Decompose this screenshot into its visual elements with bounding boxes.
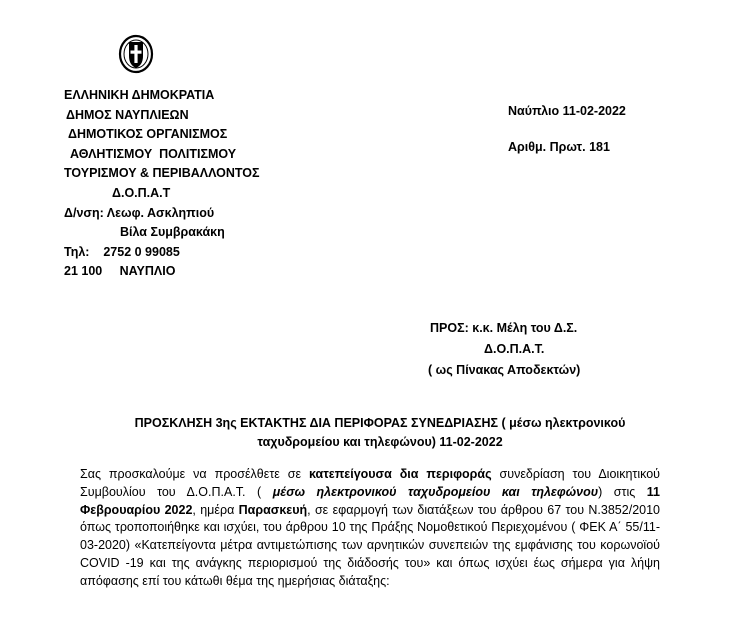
body-text: Σας προσκαλούμε να προσέλθετε σε bbox=[80, 467, 309, 481]
body-text: συνεδρίαση του Διοικητικού Συμβουλίου του Δ.Ο.Π.Α.Τ. ( bbox=[80, 467, 660, 499]
sender-postal: 21 100 ΝΑΥΠΛΙΟ bbox=[64, 264, 176, 279]
sender-line: ΑΘΛΗΤΙΣΜΟΥ ΠΟΛΙΤΙΣΜΟΥ bbox=[70, 146, 237, 161]
sender-line: ΕΛΛΗΝΙΚΗ ΔΗΜΟΚΡΑΤΙΑ bbox=[64, 88, 215, 102]
document-title bbox=[80, 414, 680, 452]
recipient-line: ΠΡΟΣ: κ.κ. Μέλη του Δ.Σ. bbox=[430, 321, 578, 335]
place-date: Ναύπλιο 11-02-2022 bbox=[508, 104, 626, 118]
sender-phone: Τηλ: 2752 0 99085 bbox=[64, 244, 180, 259]
meeting-date: 11 Φεβρουαρίου 2022 bbox=[80, 484, 661, 517]
title-line: ταχυδρομείου και τηλεφώνου) 11-02-2022 bbox=[257, 435, 503, 449]
recipient-line: ( ως Πίνακας Αποδεκτών) bbox=[428, 363, 581, 377]
body-text: ) στις bbox=[598, 484, 647, 499]
sender-block bbox=[64, 86, 259, 282]
greek-coat-of-arms-icon bbox=[116, 34, 156, 74]
sender-address-line2: Βίλα Συμβρακάκη bbox=[120, 225, 225, 240]
recipient-line: Δ.Ο.Π.Α.Τ. bbox=[484, 342, 545, 356]
body-text: , ημέρα bbox=[192, 502, 239, 517]
protocol-number: Αριθμ. Πρωτ. 181 bbox=[508, 140, 610, 154]
sender-address: Δ/νση: Λεωφ. Ασκληπιού bbox=[64, 205, 215, 220]
meeting-day: Παρασκευή bbox=[238, 502, 308, 517]
document-meta bbox=[508, 104, 626, 154]
sender-line: ΤΟΥΡΙΣΜΟΥ & ΠΕΡΙΒΑΛΛΟΝΤΟΣ bbox=[64, 166, 260, 181]
title-line: ΠΡΟΣΚΛΗΣΗ 3ης ΕΚΤΑΚΤΗΣ ΔΙΑ ΠΕΡΙΦΟΡΑΣ ΣΥΝΕΔΡΙΑΣΗΣ ( μέσω ηλεκτρονικού bbox=[134, 416, 626, 430]
body-paragraph bbox=[80, 466, 660, 591]
body-bold-text: κατεπείγουσα δια περιφοράς bbox=[308, 467, 492, 481]
sender-line: ΔΗΜΟΣ ΝΑΥΠΛΙΕΩΝ bbox=[66, 107, 189, 122]
body-bold-italic-text: μέσω ηλεκτρονικού ταχυδρομείου και τηλεφώνου bbox=[272, 484, 599, 499]
body-text: , σε εφαρμογή των διατάξεων του άρθρου 67 του Ν.3852/2010 όπως τροποποιήθηκε και ισχύει, του άρθρου 10 της Πράξης Νομοθετικού Περιεχομένου ( ΦΕΚ Α΄ 55/11-03-2020) «Κατεπείγοντα μέτρα αντιμετώπισης των αρνητικών συνεπειών της εμφάνισης του κορωνοϊού COVID -19 και της ανάγκης περιορισμού της διάδοσής του» και όπως ισχύει έως σήμερα για λήψη απόφασης επί του κάτωθι θέμα της ημερήσιας διάταξης: bbox=[80, 502, 660, 588]
recipient-block bbox=[430, 318, 580, 381]
sender-line: ΔΗΜΟΤΙΚΟΣ ΟΡΓΑΝΙΣΜΟΣ bbox=[68, 127, 228, 142]
organization-acronym: Δ.Ο.Π.Α.Τ bbox=[112, 185, 171, 200]
